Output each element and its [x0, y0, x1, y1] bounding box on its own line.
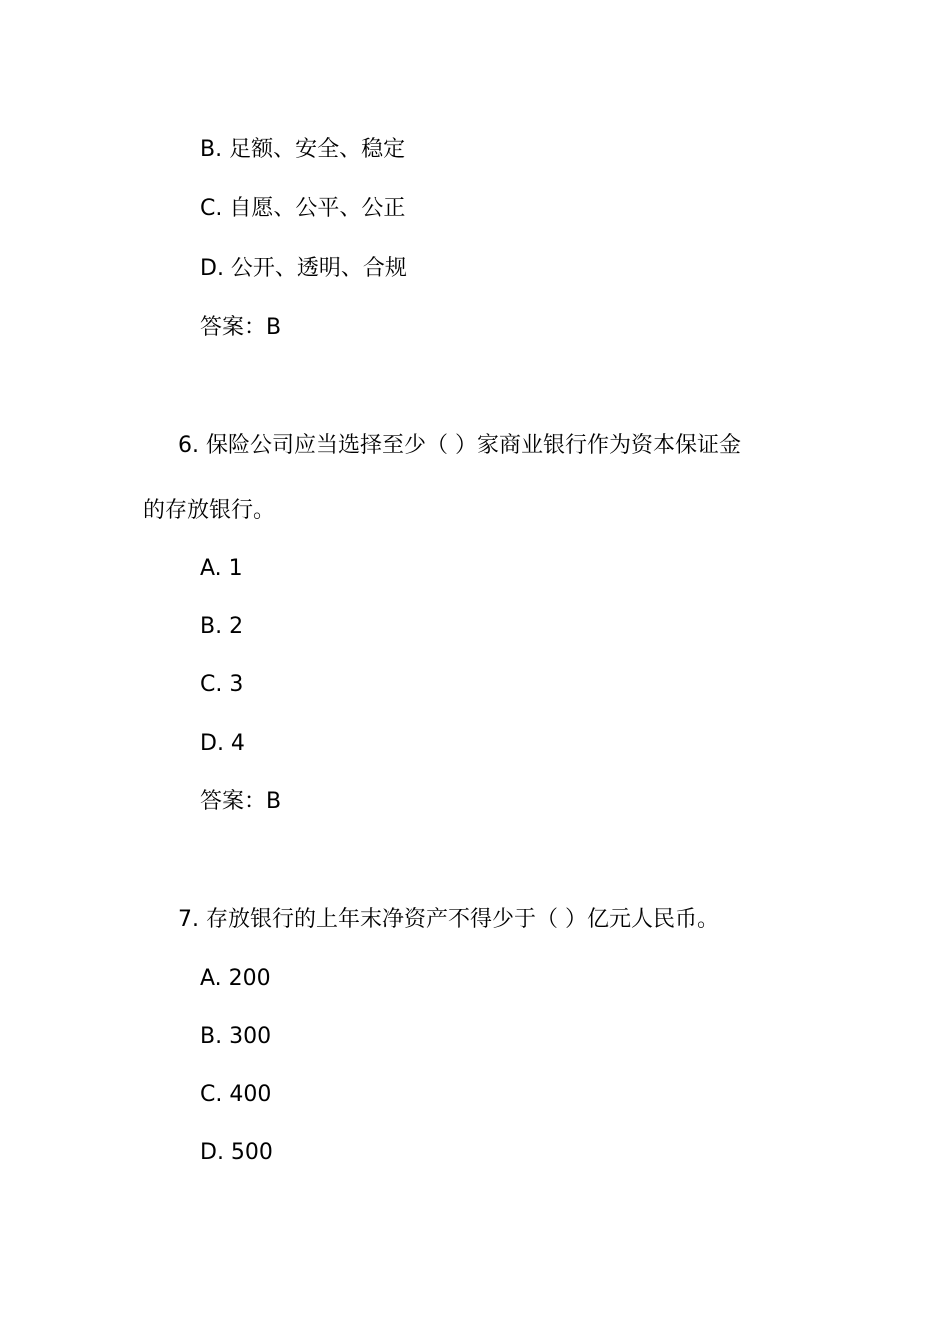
- prev-question-option-b: B. 足额、安全、稳定: [200, 137, 406, 162]
- question-6-answer: 答案：B: [200, 789, 282, 814]
- question-6-option-b: B. 2: [200, 614, 244, 639]
- question-6-text: 6. 保险公司应当选择至少（ ）家商业银行作为资本保证金: [178, 433, 741, 458]
- question-6-option-d: D. 4: [200, 731, 245, 756]
- question-6-option-c: C. 3: [200, 672, 244, 697]
- prev-question-option-c: C. 自愿、公平、公正: [200, 196, 406, 221]
- question-7-option-d: D. 500: [200, 1140, 273, 1165]
- question-7-option-b: B. 300: [200, 1024, 272, 1049]
- question-6-option-a: A. 1: [200, 556, 243, 581]
- prev-question-answer: 答案：B: [200, 315, 282, 340]
- prev-question-option-d: D. 公开、透明、合规: [200, 256, 407, 281]
- question-7-text: 7. 存放银行的上年末净资产不得少于（ ）亿元人民币。: [178, 907, 719, 932]
- question-7-option-c: C. 400: [200, 1082, 272, 1107]
- question-6-text-continued: 的存放银行。: [143, 498, 276, 523]
- question-7-option-a: A. 200: [200, 966, 271, 991]
